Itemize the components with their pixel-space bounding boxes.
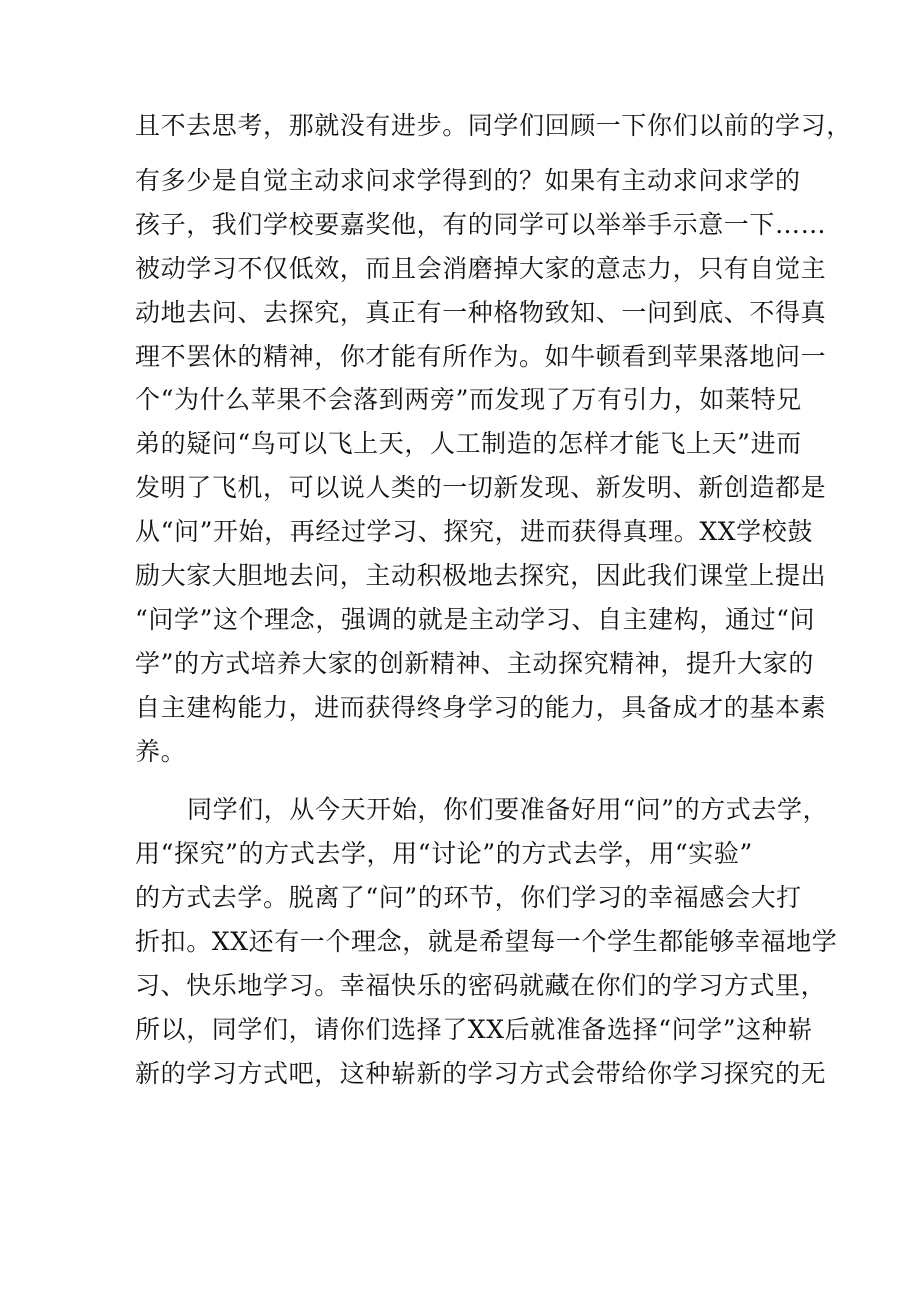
text-line: 所以，同学们，请你们选择了XX后就准备选择“问学”这种崭 xyxy=(135,1015,813,1044)
text-line: 有多少是自觉主动求问求学得到的？如果有主动求问求学的 xyxy=(135,166,801,195)
text-line: 理不罢休的精神，你才能有所作为。如牛顿看到苹果落地问一 xyxy=(135,342,827,371)
text-line: 习、快乐地学习。幸福快乐的密码就藏在你们的学习方式里， xyxy=(135,971,827,1000)
text-line: 从“问”开始，再经过学习、探究，进而获得真理。XX学校鼓 xyxy=(135,517,813,546)
text-line: 的方式去学。脱离了“问”的环节，你们学习的幸福感会大打 xyxy=(135,883,802,912)
text-line: 折扣。XX还有一个理念，就是希望每一个学生都能够幸福地学 xyxy=(135,927,838,956)
text-line: 发明了飞机，可以说人类的一切新发现、新发明、新创造都是 xyxy=(135,473,827,502)
text-line: 同学们，从今天开始，你们要准备好用“问”的方式去学， xyxy=(187,795,829,824)
text-line: 养。 xyxy=(135,737,187,766)
text-line: 新的学习方式吧，这种崭新的学习方式会带给你学习探究的无 xyxy=(135,1059,827,1088)
text-line: 动地去问、去探究，真正有一种格物致知、一问到底、不得真 xyxy=(135,298,827,327)
text-line: 弟的疑问“鸟可以飞上天，人工制造的怎样才能飞上天”进而 xyxy=(135,429,802,458)
text-line: 励大家大胆地去问，主动积极地去探究，因此我们课堂上提出 xyxy=(135,561,827,590)
text-line: 学”的方式培养大家的创新精神、主动探究精神，提升大家的 xyxy=(135,649,814,678)
text-line: 被动学习不仅低效，而且会消磨掉大家的意志力，只有自觉主 xyxy=(135,254,827,283)
text-line: 且不去思考，那就没有进步。同学们回顾一下你们以前的学习， xyxy=(135,111,852,140)
text-line: 自主建构能力，进而获得终身学习的能力，具备成才的基本素 xyxy=(135,693,827,722)
text-line: 孩子，我们学校要嘉奖他，有的同学可以举举手示意一下…… xyxy=(135,210,827,239)
text-line: “问学”这个理念，强调的就是主动学习、自主建构，通过“问 xyxy=(135,605,816,634)
text-line: 用“探究”的方式去学，用“讨论”的方式去学，用“实验” xyxy=(135,839,753,868)
text-line: 个“为什么苹果不会落到两旁”而发现了万有引力，如莱特兄 xyxy=(135,385,802,414)
